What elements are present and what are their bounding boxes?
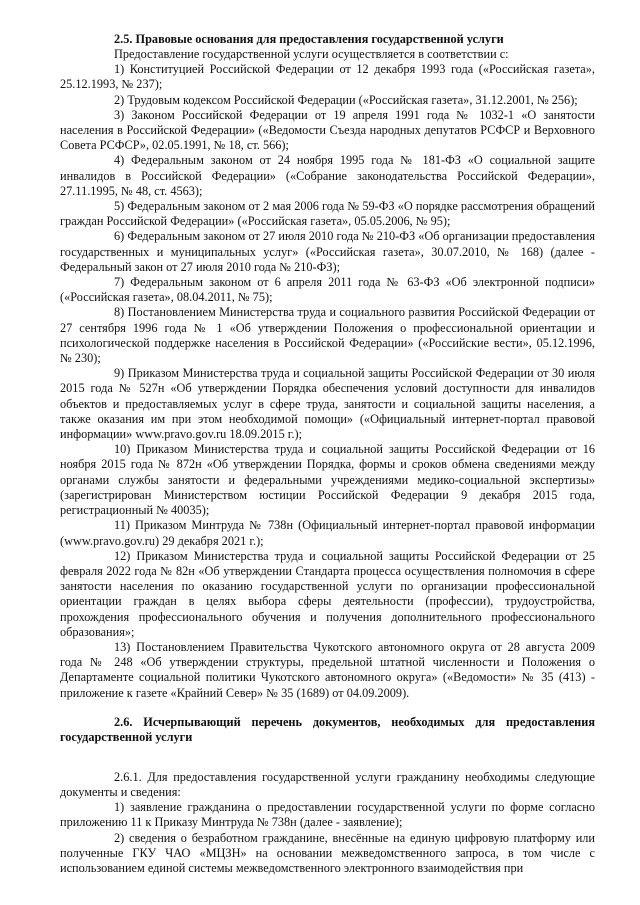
legal-basis-item-6: 6) Федеральным законом от 27 июля 2010 года № 210-ФЗ «Об организации предоставления государственных и муниципальных услуг» («Российская газета», 30.07.2010, № 168) (далее - Федеральный закон от 27 июля 2010 года № 210-ФЗ);	[60, 229, 595, 274]
legal-basis-item-10: 10) Приказом Министерства труда и социальной защиты Российской Федерации от 16 ноября 2015 года № 872н «Об утверждении Порядка, формы и сроков обмена сведениями между органами службы занятости и федеральными учреждениями медико-социальной экспертизы» (зарегистрирован Министерством юстиции Российской Федерации 9 декабря 2015 года, регистрационный № 40035);	[60, 442, 595, 518]
legal-basis-item-4: 4) Федеральным законом от 24 ноября 1995 года № 181-ФЗ «О социальной защите инвалидов в Российской Федерации» («Собрание законодательства Российской Федерации», 27.11.1995, № 48, ст. 4563);	[60, 153, 595, 198]
legal-basis-item-9: 9) Приказом Министерства труда и социальной защиты Российской Федерации от 30 июля 2015 года № 527н «Об утверждении Порядка обеспечения условий доступности для инвалидов объектов и предоставляемых услуг в сфере труда, занятости и социальной защиты населения, а также оказания им при этом необходимой помощи» («Официальный интернет-портал правовой информации» www.pravo.gov.ru 18.09.2015 г.);	[60, 366, 595, 442]
legal-basis-item-5: 5) Федеральным законом от 2 мая 2006 года № 59-ФЗ «О порядке рассмотрения обращений граждан Российской Федерации» («Российская газета», 05.05.2006, № 95);	[60, 199, 595, 229]
spacer	[60, 701, 595, 715]
spacer	[60, 745, 595, 770]
section-intro: Предоставление государственной услуги осуществляется в соответствии с:	[114, 47, 509, 61]
legal-basis-item-13: 13) Постановлением Правительства Чукотского автономного округа от 28 августа 2009 года № 248 «Об утверждении структуры, предельной штатной численности и Положения о Департаменте социальной политики Чукотского автономного округа» («Ведомости» № 35 (413) - приложение к газете «Крайний Север» № 35 (1689) от 04.09.2009).	[60, 639, 595, 700]
legal-basis-item-1: 1) Конституцией Российской Федерации от 12 декабря 1993 года («Российская газета», 25.12.1993, № 237);	[60, 62, 595, 92]
legal-basis-item-2: 2) Трудовым кодексом Российской Федерации («Российская газета», 31.12.2001, № 256);	[114, 92, 578, 107]
legal-basis-item-11: 11) Приказом Минтруда № 738н (Официальный интернет-портал правовой информации (www.pravo.gov.ru) 29 декабря 2021 г.);	[60, 518, 595, 548]
document-body	[60, 32, 595, 876]
documents-item-1: 1) заявление гражданина о предоставлении государственной услуги по форме согласно приложению 11 к Приказу Минтруда № 738н (далее - заявление);	[60, 800, 595, 830]
section-heading-2-5: 2.5. Правовые основания для предоставления государственной услуги	[114, 32, 504, 46]
section-heading-2-6: 2.6. Исчерпывающий перечень документов, необходимых для предоставления государственной услуги	[60, 714, 595, 744]
legal-basis-item-3: 3) Законом Российской Федерации от 19 апреля 1991 года № 1032-1 «О занятости населения в Российской Федерации» («Ведомости Съезда народных депутатов РСФСР и Верховного Совета РСФСР», 02.05.1991, № 18, ст. 566);	[60, 107, 595, 153]
legal-basis-item-7: 7) Федеральным законом от 6 апреля 2011 года № 63-ФЗ «Об электронной подписи» («Российская газета», 08.04.2011, № 75);	[60, 275, 595, 305]
documents-item-2: 2) сведения о безработном гражданине, внесённые на единую цифровую платформу или полученные ГКУ ЧАО «МЦЗН» на основании межведомственного запроса, в том числе с использованием единой системы межведомственного электронного взаимодействия при	[60, 830, 595, 875]
documents-item-2-6-1: 2.6.1. Для предоставления государственной услуги гражданину необходимы следующие документы и сведения:	[60, 769, 595, 799]
legal-basis-item-8: 8) Постановлением Министерства труда и социального развития Российской Федерации от 27 сентября 1996 года № 1 «Об утверждении Положения о профессиональной ориентации и психологической поддержке населения в Российской Федерации» («Российские вести», 05.12.1996, № 230);	[60, 305, 595, 366]
legal-basis-item-12: 12) Приказом Министерства труда и социальной защиты Российской Федерации от 25 февраля 2022 года № 82н «Об утверждении Стандарта процесса осуществления полномочия в сфере занятости населения по оказанию государственной услуги по организации профессиональной ориентации граждан в целях выбора сферы деятельности (профессии), трудоустройства, прохождения профессионального обучения и получения дополнительного профессионального образования»;	[60, 548, 595, 639]
